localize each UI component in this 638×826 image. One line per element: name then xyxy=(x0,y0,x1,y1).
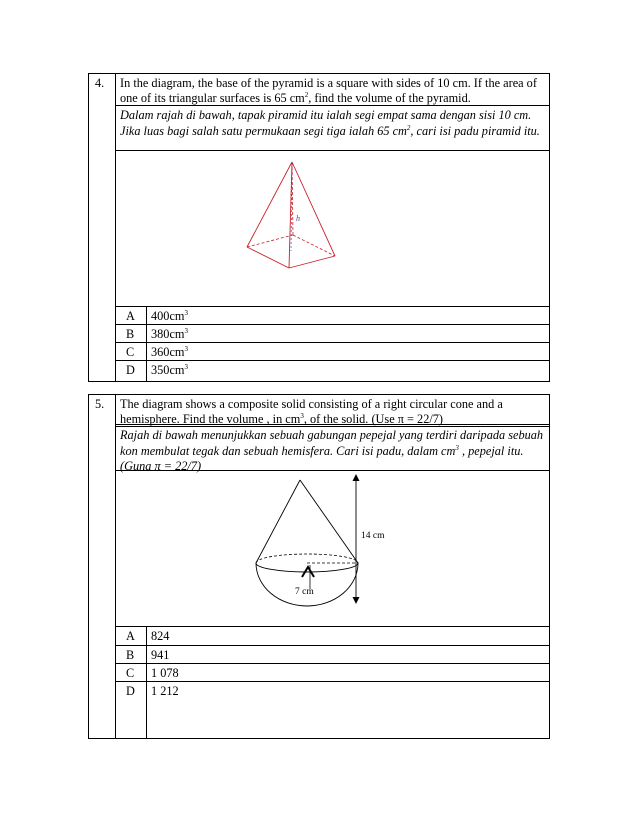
option-letter: D xyxy=(126,684,135,698)
option-b-row[interactable] xyxy=(116,324,549,342)
question-4-table xyxy=(88,73,550,382)
pyramid-hidden-edge xyxy=(292,162,293,235)
option-d-row[interactable] xyxy=(116,681,549,738)
option-value: $350cm^3$ xyxy=(151,362,188,377)
height-label: h xyxy=(296,214,300,223)
height-label: 14 cm xyxy=(361,531,385,541)
question-5-table xyxy=(88,394,550,739)
question-5-english-text: The diagram shows a composite solid consisting of a right circular cone and a hemisphere. Find the volume , in $cm^3$, of the solid. (Use π = 22/7) xyxy=(120,397,503,426)
option-d-row[interactable] xyxy=(116,360,549,381)
question-number-column xyxy=(89,395,116,738)
option-letter: C xyxy=(126,345,135,359)
pyramid-slant-edge xyxy=(247,162,292,247)
option-c-row[interactable] xyxy=(116,342,549,360)
question-5-number: 5. xyxy=(95,397,105,411)
option-letter: B xyxy=(126,648,135,662)
height-arrow-down-icon xyxy=(353,597,360,604)
option-c-row[interactable] xyxy=(116,663,549,681)
question-4-number: 4. xyxy=(95,76,105,90)
cone-hemisphere-diagram xyxy=(116,471,549,626)
pyramid-hidden-edge xyxy=(247,235,293,247)
option-b-row[interactable] xyxy=(116,645,549,663)
divider xyxy=(116,105,549,106)
radius-label: 7 cm xyxy=(295,587,314,597)
option-value: 941 xyxy=(151,648,170,662)
option-value: $360cm^3$ xyxy=(151,344,188,359)
option-letter: B xyxy=(126,327,135,341)
height-arrow-up-icon xyxy=(353,474,360,481)
question-number-column xyxy=(89,74,116,381)
option-letter: A xyxy=(126,309,135,323)
pyramid-slant-edge xyxy=(292,162,335,256)
option-letter: D xyxy=(126,363,135,377)
pyramid-base-edge xyxy=(247,247,289,268)
option-a-row[interactable] xyxy=(116,626,549,645)
option-value: $380cm^3$ xyxy=(151,326,188,341)
option-letter: C xyxy=(126,666,135,680)
cone-slant-edge xyxy=(300,480,358,563)
option-letter: A xyxy=(126,629,135,643)
option-value: 824 xyxy=(151,629,170,643)
option-value: 1 078 xyxy=(151,666,179,680)
pyramid-height-line xyxy=(291,162,292,251)
question-4-malay-text: Dalam rajah di bawah, tapak piramid itu ialah segi empat sama dengan sisi 10 cm. Jika luas bagi salah satu permukaan segi tiga ialah 65 $cm^2$, cari isi padu piramid itu. xyxy=(120,108,540,138)
base-ellipse-back xyxy=(256,554,358,563)
pyramid-diagram xyxy=(116,151,549,306)
question-4-content xyxy=(116,74,549,381)
question-5-malay-text: Rajah di bawah menunjukkan sebuah gabungan pepejal yang terdiri daripada sebuah kon membulat tegak dan sebuah hemisfera. Cari isi padu, dalam $cm^3$ , pepejal itu. (Guna π = 22/7) xyxy=(120,428,544,473)
question-4-english-text: In the diagram, the base of the pyramid is a square with sides of 10 cm. If the area of one of its triangular surfaces is 65 $cm^2$, find the volume of the pyramid. xyxy=(120,76,537,105)
pyramid-base-edge xyxy=(289,256,335,268)
pyramid-hidden-edge xyxy=(293,235,335,256)
option-value: $400cm^3$ xyxy=(151,308,188,323)
question-5-content xyxy=(116,395,549,738)
cone-slant-edge xyxy=(256,480,300,563)
option-a-row[interactable] xyxy=(116,306,549,324)
divider xyxy=(116,424,549,427)
option-value: 1 212 xyxy=(151,684,179,698)
